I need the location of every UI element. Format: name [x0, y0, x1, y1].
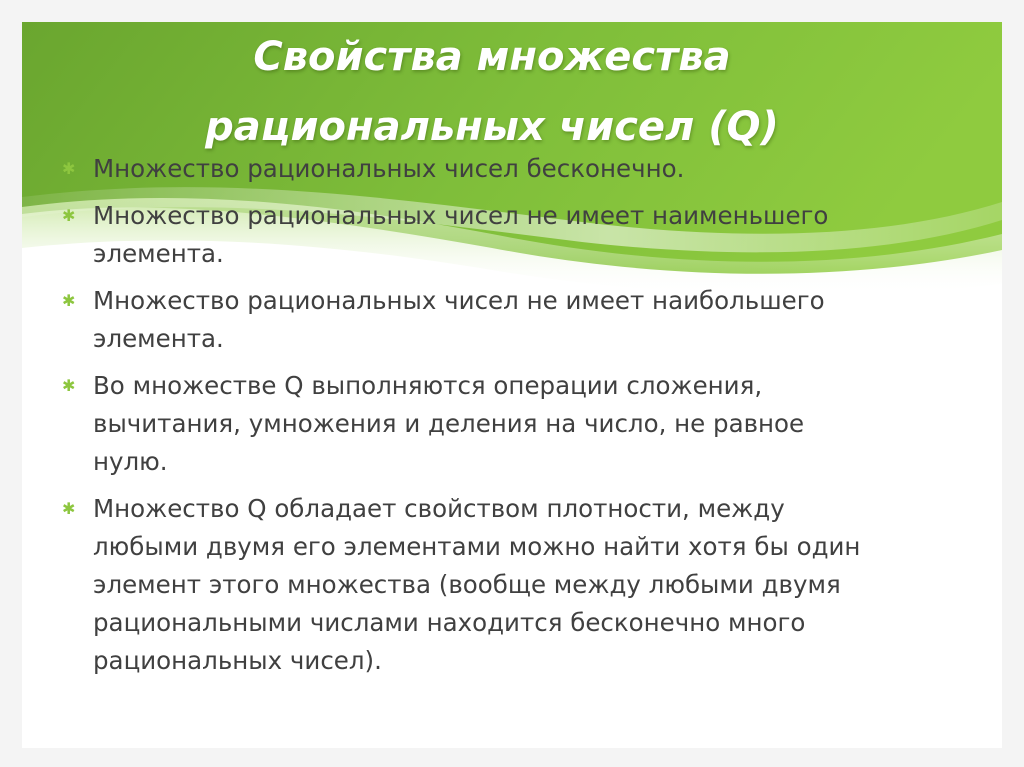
- list-item: [62, 150, 882, 188]
- bullet-text: Множество рациональных чисел не имеет наибольшего элемента.: [93, 286, 825, 353]
- bullet-text: Множество рациональных чисел не имеет наименьшего элемента.: [93, 201, 829, 268]
- list-item: [62, 197, 882, 273]
- bullet-list: [62, 150, 882, 689]
- asterisk-bullet-icon: ✱: [62, 206, 76, 225]
- bullet-text: Множество Q обладает свойством плотности, между любыми двумя его элементами можно найти хотя бы один элемент этого множества (вообще между любыми двумя рациональными числами находится бесконечно много рациональных чисел).: [93, 494, 861, 675]
- slide-title: [172, 22, 812, 162]
- list-item: [62, 367, 882, 481]
- list-item: [62, 282, 882, 358]
- asterisk-bullet-icon: ✱: [62, 376, 76, 395]
- bullet-text: Во множестве Q выполняются операции сложения, вычитания, умножения и деления на число, не равное нулю.: [93, 371, 805, 476]
- asterisk-bullet-icon: ✱: [62, 159, 76, 178]
- title-line-2: рациональных чисел (Q): [205, 104, 779, 150]
- slide: [22, 22, 1002, 748]
- list-item: [62, 490, 882, 680]
- asterisk-bullet-icon: ✱: [62, 499, 76, 518]
- bullet-text: Множество рациональных чисел бесконечно.: [93, 154, 685, 183]
- title-line-1: Свойства множества: [253, 34, 731, 80]
- asterisk-bullet-icon: ✱: [62, 291, 76, 310]
